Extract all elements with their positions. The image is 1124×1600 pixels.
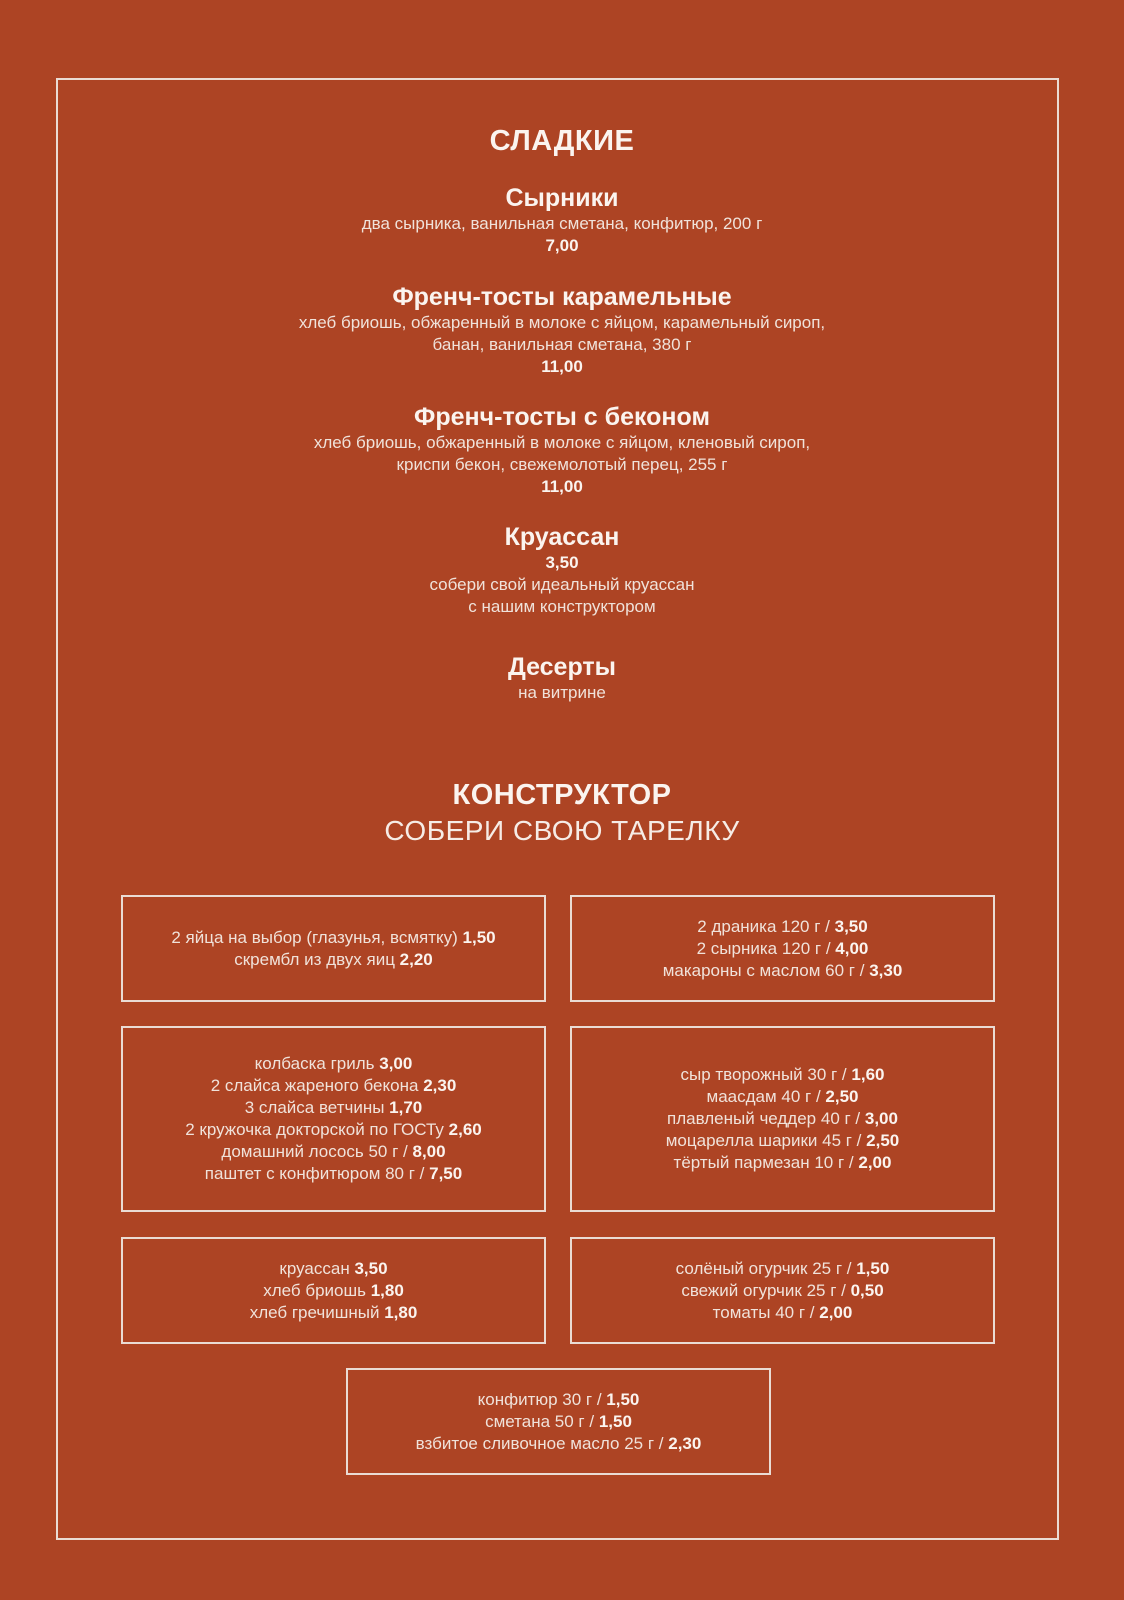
item-description: с нашим конструктором xyxy=(468,597,656,616)
constructor-box-cheese xyxy=(570,1026,995,1212)
item-description: хлеб бриошь, обжаренный в молоке с яйцом, кленовый сироп, xyxy=(313,433,811,452)
option-line: макароны с маслом 60 г / 3,30 xyxy=(662,960,903,980)
option-line: маасдам 40 г / 2,50 xyxy=(706,1087,859,1106)
item-description: банан, ванильная сметана, 380 г xyxy=(432,335,692,354)
option-line: свежий огурчик 25 г / 0,50 xyxy=(681,1280,884,1300)
constructor-box-sides xyxy=(570,895,995,1002)
item-price: 3,50 xyxy=(545,553,579,572)
option-line: солёный огурчик 25 г / 1,50 xyxy=(675,1258,890,1278)
item-name: Сырники xyxy=(505,184,619,212)
option-line: тёртый пармезан 10 г / 2,00 xyxy=(673,1153,892,1172)
constructor-box-bread xyxy=(121,1237,546,1344)
item-name: Френч-тосты карамельные xyxy=(392,283,732,311)
option-line: хлеб бриошь 1,80 xyxy=(263,1280,404,1300)
item-price: 7,00 xyxy=(545,236,579,255)
menu-item-desserts xyxy=(0,652,1124,704)
item-description: криспи бекон, свежемолотый перец, 255 г xyxy=(396,455,728,474)
item-description: на витрине xyxy=(518,683,606,702)
option-line: 2 кружочка докторской по ГОСТу 2,60 xyxy=(185,1120,482,1139)
item-description: два сырника, ванильная сметана, конфитюр, 200 г xyxy=(361,214,763,233)
section-title-sweets: СЛАДКИЕ xyxy=(489,125,635,157)
option-line: сметана 50 г / 1,50 xyxy=(485,1411,632,1431)
menu-item-french-toast-caramel xyxy=(0,282,1124,378)
menu-item-french-toast-bacon xyxy=(0,402,1124,498)
option-line: взбитое сливочное масло 25 г / 2,30 xyxy=(415,1433,702,1453)
option-line: 2 яйца на выбор (глазунья, всмятку) 1,50 xyxy=(171,927,496,947)
option-line: колбаска гриль 3,00 xyxy=(254,1054,413,1073)
option-line: хлеб гречишный 1,80 xyxy=(249,1302,418,1322)
option-line: домашний лосось 50 г / 8,00 xyxy=(221,1142,446,1161)
option-line: конфитюр 30 г / 1,50 xyxy=(477,1389,640,1409)
constructor-box-vegetables xyxy=(570,1237,995,1344)
option-line: 2 сырника 120 г / 4,00 xyxy=(696,938,869,958)
option-line: моцарелла шарики 45 г / 2,50 xyxy=(665,1131,900,1150)
menu-item-croissant xyxy=(0,522,1124,618)
option-line: скрембл из двух яиц 2,20 xyxy=(234,949,433,969)
constructor-box-meat-fish xyxy=(121,1026,546,1212)
menu-item-syrniki xyxy=(0,183,1124,257)
option-line: 2 драника 120 г / 3,50 xyxy=(697,916,868,936)
option-line: паштет с конфитюром 80 г / 7,50 xyxy=(204,1164,463,1183)
option-line: 3 слайса ветчины 1,70 xyxy=(244,1098,423,1117)
item-name: Круассан xyxy=(504,523,620,551)
constructor-box-eggs xyxy=(121,895,546,1002)
option-line: плавленый чеддер 40 г / 3,00 xyxy=(667,1109,898,1128)
item-price: 11,00 xyxy=(541,357,583,376)
item-price: 11,00 xyxy=(541,477,583,496)
section-subtitle: СОБЕРИ СВОЮ ТАРЕЛКУ xyxy=(384,815,740,846)
option-line: сыр творожный 30 г / 1,60 xyxy=(680,1065,885,1084)
item-name: Десерты xyxy=(507,653,617,681)
item-description: хлеб бриошь, обжаренный в молоке с яйцом, карамельный сироп, xyxy=(298,313,826,332)
item-name: Френч-тосты с беконом xyxy=(414,403,710,431)
option-line: 2 слайса жареного бекона 2,30 xyxy=(210,1076,457,1095)
option-line: томаты 40 г / 2,00 xyxy=(712,1302,853,1322)
section-title-constructor: КОНСТРУКТОР xyxy=(452,779,672,811)
constructor-box-toppings xyxy=(346,1368,771,1475)
item-description: собери свой идеальный круассан xyxy=(429,575,695,594)
option-line: круассан 3,50 xyxy=(279,1258,388,1278)
